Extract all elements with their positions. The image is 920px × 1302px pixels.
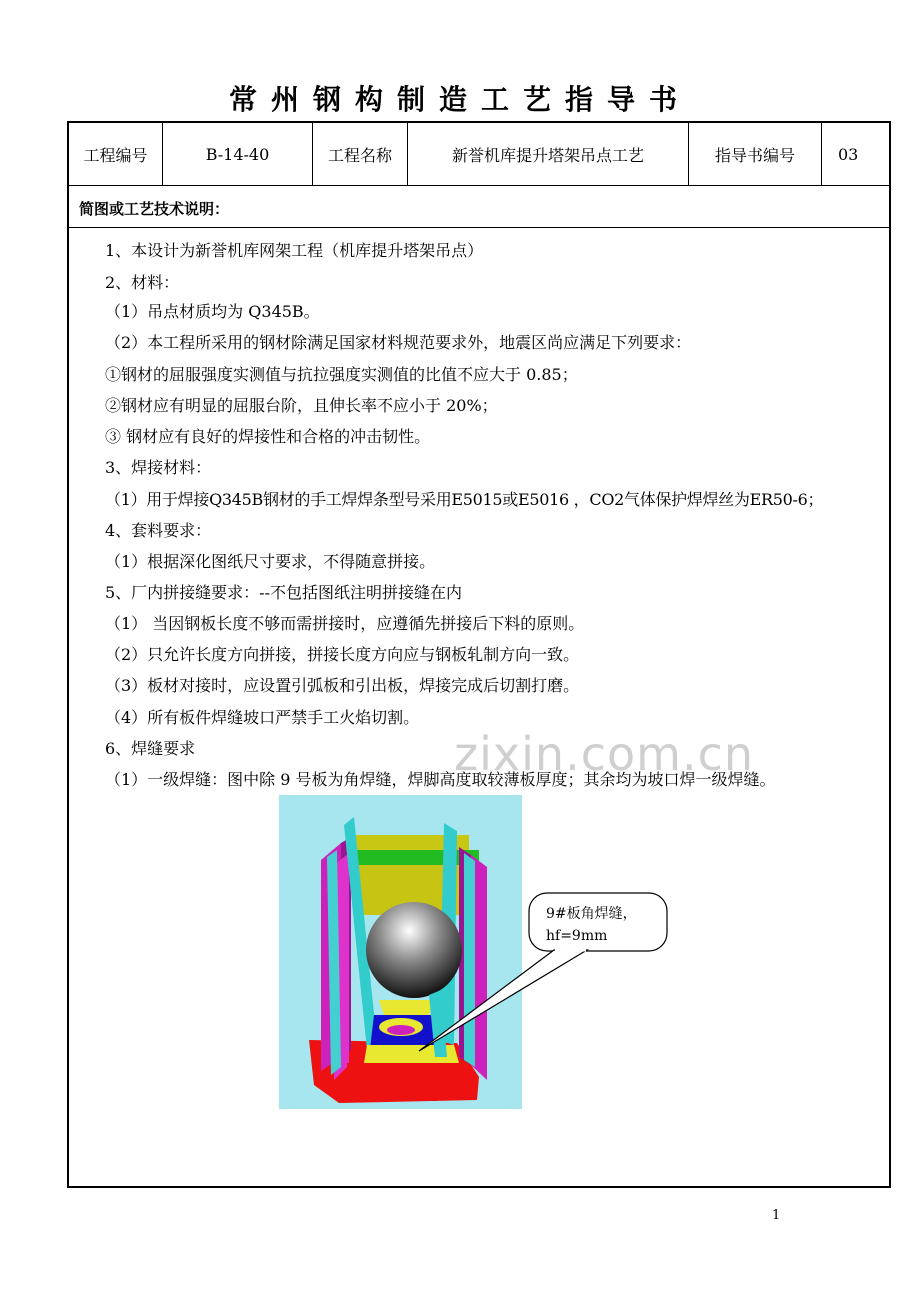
note-line: （1）吊点材质均为 Q345B。 (105, 302, 320, 321)
note-line: ③ 钢材应有良好的焊接性和合格的冲击韧性。 (105, 427, 431, 446)
note-line: （4）所有板件焊缝坡口严禁手工火焰切割。 (105, 708, 420, 727)
note-line: （2）本工程所采用的钢材除满足国家材料规范要求外，地震区尚应满足下列要求： (105, 333, 692, 352)
guide-no-value: 03 (838, 144, 859, 164)
header-row (69, 123, 889, 186)
note-line: 2、材料： (105, 273, 180, 292)
note-line: （1） 当因钢板长度不够而需拼接时，应遵循先拼接后下料的原则。 (105, 614, 585, 633)
note-line: 6、焊缝要求 (105, 739, 196, 758)
note-line: 4、套料要求： (105, 521, 212, 540)
note-line: （1）根据深化图纸尺寸要求，不得随意拼接。 (105, 552, 436, 571)
note-line: （1）用于焊接Q345B钢材的手工焊焊条型号采用E5015或E5016 ，CO2气体保护焊焊丝为ER50-6； (105, 490, 824, 509)
note-line: 1、本设计为新誉机库网架工程（机库提升塔架吊点） (105, 241, 484, 260)
callout-line-2: hf=9mm (546, 928, 608, 944)
project-no-value: B-14-40 (163, 123, 313, 185)
page-number: 1 (772, 1208, 781, 1223)
note-line: （3）板材对接时，应设置引弧板和引出板，焊接完成后切割打磨。 (105, 676, 580, 695)
note-line: （1）一级焊缝：图中除 9 号板为角焊缝，焊脚高度取较薄板厚度；其余均为坡口焊一级焊缝。 (105, 770, 776, 789)
document-title: 常州钢构制造工艺指导书 (228, 83, 691, 116)
project-no-label: 工程编号 (69, 123, 163, 185)
note-line: （2）只允许长度方向拼接，拼接长度方向应与钢板轧制方向一致。 (105, 645, 580, 664)
project-name-value: 新誉机库提升塔架吊点工艺 (408, 123, 689, 185)
guide-no-label: 指导书编号 (689, 123, 822, 185)
note-line: ②钢材应有明显的屈服台阶，且伸长率不应小于 20%； (105, 396, 498, 415)
callout-text (546, 903, 637, 947)
watermark: zixin.com.cn (454, 727, 755, 781)
note-line: 5、厂内拼接缝要求：--不包括图纸注明拼接缝在内 (105, 583, 462, 602)
process-sheet (67, 121, 891, 1188)
note-line: 3、焊接材料： (105, 458, 212, 477)
note-line: ①钢材的屈服强度实测值与抗拉强度实测值的比值不应大于 0.85； (105, 365, 578, 384)
callout-line-1: 9#板角焊缝， (546, 906, 637, 922)
project-name-label: 工程名称 (313, 123, 408, 185)
section-label: 简图或工艺技术说明： (69, 186, 889, 228)
